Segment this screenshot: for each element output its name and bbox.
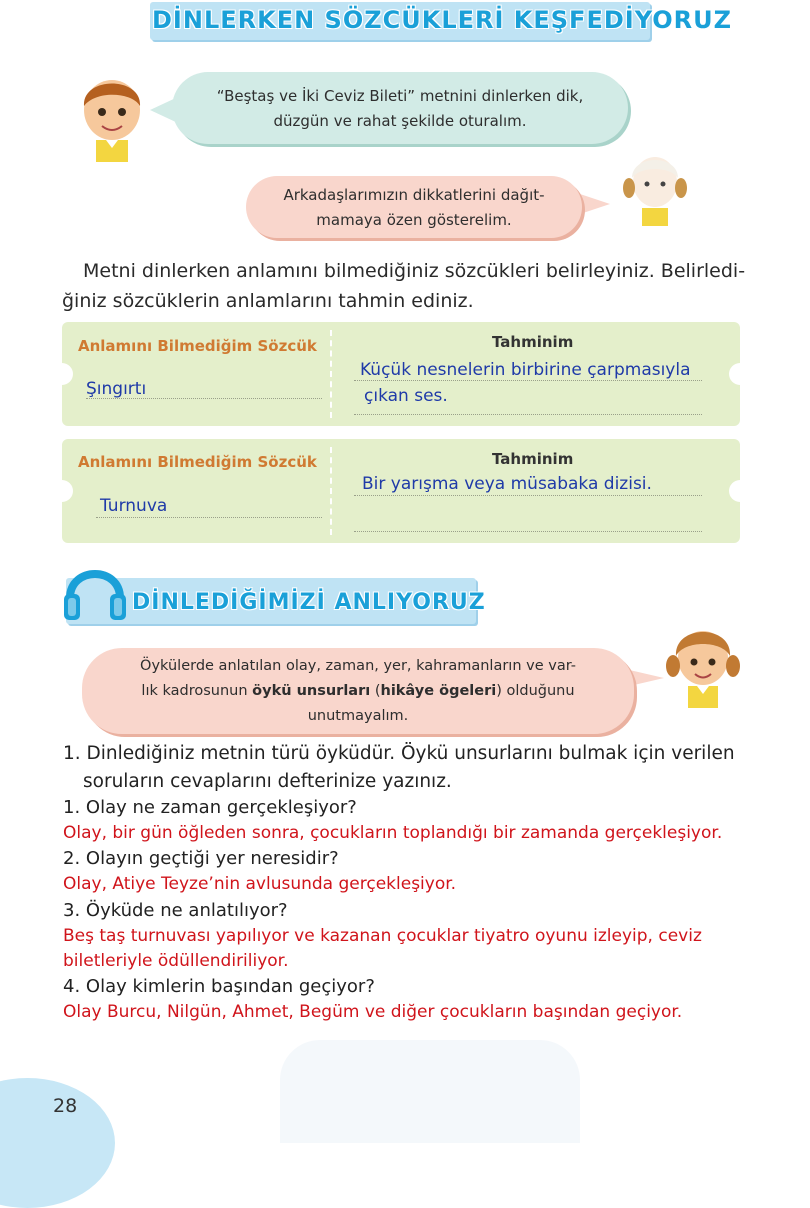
bubble-text: “Beştaş ve İki Ceviz Bileti” metnini dinlerken dik, [216, 87, 584, 105]
background-decoration [280, 1040, 580, 1143]
instruction-line: Metni dinlerken anlamını bilmediğiniz sözcükleri belirleyiniz. Belirledi- [83, 260, 746, 282]
vocab-ticket [62, 439, 740, 543]
girl-avatar [620, 148, 690, 228]
bubble-keyword: öykü unsurları [252, 683, 371, 699]
boy-avatar [72, 70, 152, 165]
bubble-text-part: ) olduğunu [496, 683, 575, 699]
bubble-text-part: lık kadrosunun [141, 683, 253, 699]
vocab-ticket [62, 322, 740, 426]
girl-avatar [664, 618, 742, 710]
task-instruction: soruların cevaplarını defterinize yazınız. [83, 771, 452, 792]
ticket-notch [51, 363, 73, 385]
guess-text: çıkan ses. [364, 386, 448, 406]
writing-line [354, 414, 702, 415]
bubble-text [82, 679, 634, 704]
question: 1. Olay ne zaman gerçekleşiyor? [63, 797, 357, 818]
question: 3. Öyküde ne anlatılıyor? [63, 900, 288, 921]
bubble-text: düzgün ve rahat şekilde oturalım. [273, 112, 527, 130]
unknown-word: Şıngırtı [86, 379, 147, 399]
guess-header: Tahminim [492, 450, 574, 468]
page-number: 28 [53, 1095, 78, 1117]
section-title-listening: DİNLEDİĞİMİZİ ANLIYORUZ [132, 590, 486, 615]
ticket-notch [51, 480, 73, 502]
guess-header: Tahminim [492, 333, 574, 351]
answer: Beş taş turnuvası yapılıyor ve kazanan çocuklar tiyatro oyunu izleyip, ceviz [63, 926, 702, 946]
question: 4. Olay kimlerin başından geçiyor? [63, 976, 375, 997]
speech-bubble-attention [246, 176, 582, 238]
ticket-divider [330, 330, 332, 418]
bubble-text: Öykülerde anlatılan olay, zaman, yer, kahramanların ve var- [140, 658, 576, 674]
writing-line [354, 380, 702, 381]
speech-bubble-story-elements [82, 648, 634, 734]
section-title-top: DİNLERKEN SÖZCÜKLERİ KEŞFEDİYORUZ [152, 6, 732, 34]
writing-line [354, 495, 702, 496]
guess-text: Bir yarışma veya müsabaka dizisi. [362, 474, 652, 494]
answer: biletleriyle ödüllendiriliyor. [63, 951, 289, 971]
speech-bubble-sitting [172, 72, 628, 144]
unknown-word-label: Anlamını Bilmediğim Sözcük [78, 337, 317, 355]
writing-line [354, 531, 702, 532]
writing-line [96, 517, 322, 518]
ticket-notch [729, 363, 751, 385]
task-instruction: 1. Dinlediğiniz metnin türü öyküdür. Öykü unsurlarını bulmak için verilen [63, 743, 735, 764]
answer: Olay, bir gün öğleden sonra, çocukların toplandığı bir zamanda gerçekleşiyor. [63, 823, 723, 843]
bubble-text: unutmayalım. [307, 708, 409, 724]
instruction-line: ğiniz sözcüklerin anlamlarını tahmin ediniz. [62, 290, 474, 312]
question: 2. Olayın geçtiği yer neresidir? [63, 848, 339, 869]
answer: Olay, Atiye Teyze’nin avlusunda gerçekleşiyor. [63, 874, 457, 894]
ticket-notch [729, 480, 751, 502]
bubble-text-part: ( [370, 683, 381, 699]
unknown-word: Turnuva [100, 496, 168, 516]
headphones-icon [60, 556, 130, 626]
answer: Olay Burcu, Nilgün, Ahmet, Begüm ve diğer çocukların başından geçiyor. [63, 1002, 683, 1022]
bubble-keyword: hikâye ögeleri [380, 683, 497, 699]
guess-text: Küçük nesnelerin birbirine çarpmasıyla [360, 360, 691, 380]
unknown-word-label: Anlamını Bilmediğim Sözcük [78, 453, 317, 471]
bubble-text: mamaya özen gösterelim. [316, 211, 512, 229]
ticket-divider [330, 447, 332, 535]
bubble-text: Arkadaşlarımızın dikkatlerini dağıt- [283, 186, 545, 204]
